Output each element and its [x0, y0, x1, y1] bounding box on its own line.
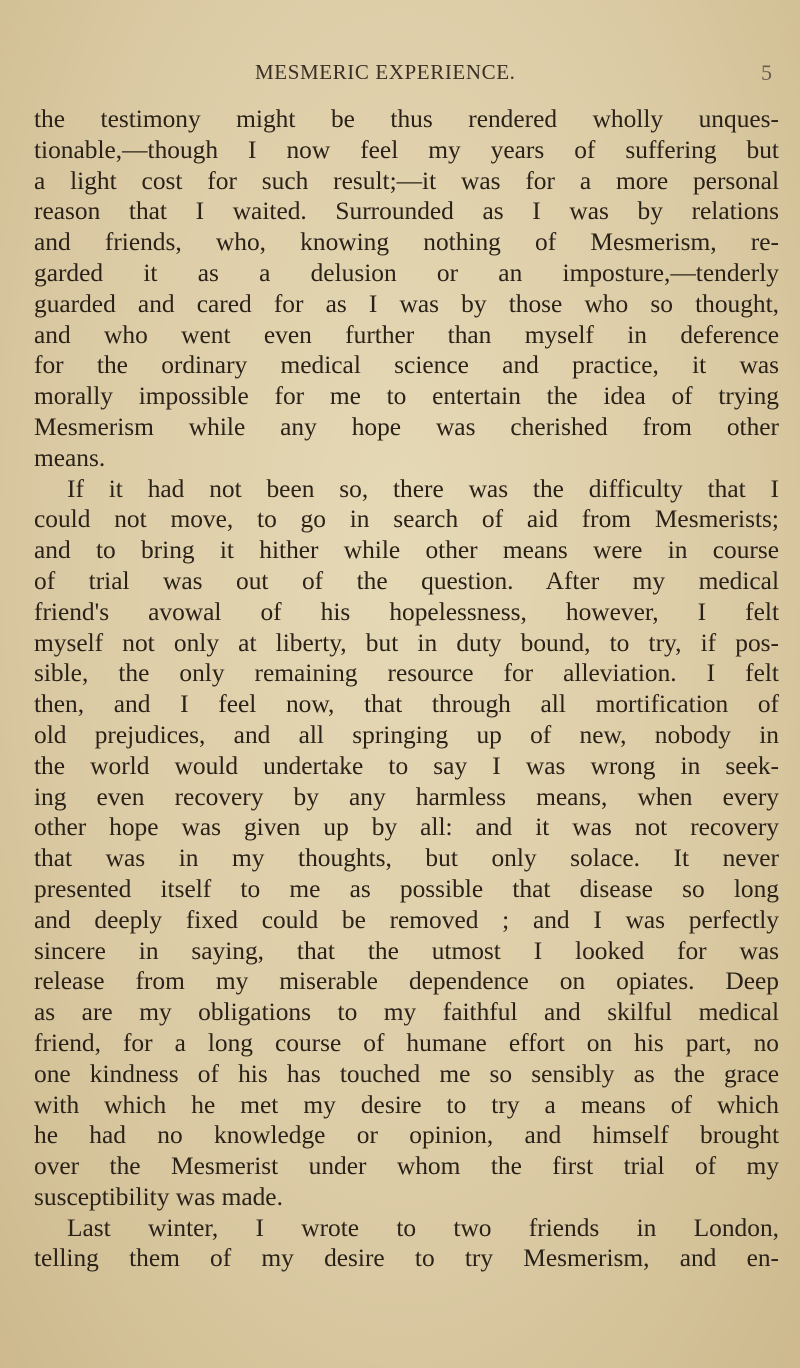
text-line: If it had not been so, there was the difficulty that I	[67, 474, 779, 503]
text-line: Mesmerism while any hope was cherished from other	[34, 412, 779, 441]
text-line: sible, the only remaining resource for alleviation. I felt	[34, 659, 779, 688]
text-line: morally impossible for me to entertain the idea of trying	[34, 382, 779, 411]
text-line: he had no knowledge or opinion, and himself brought	[34, 1121, 779, 1150]
text-line: and friends, who, knowing nothing of Mesmerism, re-	[34, 228, 779, 257]
text-line: susceptibility was made.	[34, 1182, 283, 1211]
text-line: with which he met my desire to try a means of which	[34, 1090, 779, 1119]
text-line: could not move, to go in search of aid from Mesmerists;	[34, 505, 779, 534]
text-line: garded it as a delusion or an imposture,—tenderly	[34, 258, 779, 287]
text-line: reason that I waited. Surrounded as I was by relations	[34, 197, 779, 226]
text-line: friend, for a long course of humane effort on his part, no	[34, 1028, 779, 1057]
text-line: presented itself to me as possible that disease so long	[34, 874, 779, 903]
text-line: the testimony might be thus rendered wholly unques-	[34, 105, 779, 133]
text-line: and to bring it hither while other means were in course	[34, 536, 779, 565]
text-line: myself not only at liberty, but in duty bound, to try, if pos-	[34, 628, 779, 657]
text-line: as are my obligations to my faithful and skilful medical	[34, 998, 779, 1027]
text-line: the world would undertake to say I was wrong in seek-	[34, 751, 779, 780]
text-line: then, and I feel now, that through all mortification of	[34, 690, 779, 719]
body-text	[34, 104, 779, 1274]
text-line: telling them of my desire to try Mesmerism, and en-	[34, 1244, 779, 1273]
text-line: a light cost for such result;—it was for a more personal	[34, 166, 779, 195]
text-line: old prejudices, and all springing up of new, nobody in	[34, 720, 779, 749]
text-line: one kindness of his has touched me so sensibly as the grace	[34, 1059, 779, 1088]
running-title: MESMERIC EXPERIENCE.	[255, 60, 516, 84]
text-line: that was in my thoughts, but only solace. It never	[34, 844, 779, 873]
text-line: friend's avowal of his hopelessness, however, I felt	[34, 597, 779, 626]
text-line: means.	[34, 443, 106, 472]
page-header	[255, 60, 772, 92]
text-line: tionable,—though I now feel my years of suffering but	[34, 135, 779, 164]
text-line: release from my miserable dependence on opiates. Deep	[34, 967, 779, 996]
text-line: ing even recovery by any harmless means, when every	[34, 782, 779, 811]
text-line: over the Mesmerist under whom the first trial of my	[34, 1152, 779, 1181]
text-line: sincere in saying, that the utmost I looked for was	[34, 936, 779, 965]
text-line: for the ordinary medical science and practice, it was	[34, 351, 779, 380]
text-line: Last winter, I wrote to two friends in London,	[67, 1213, 779, 1242]
text-line: and who went even further than myself in deference	[34, 320, 779, 349]
text-line: and deeply fixed could be removed ; and I was perfectly	[34, 905, 779, 934]
text-line: of trial was out of the question. After my medical	[34, 566, 779, 595]
page-number: 5	[761, 60, 772, 85]
text-line: guarded and cared for as I was by those who so thought,	[34, 289, 779, 318]
text-line: other hope was given up by all: and it was not recovery	[34, 813, 779, 842]
